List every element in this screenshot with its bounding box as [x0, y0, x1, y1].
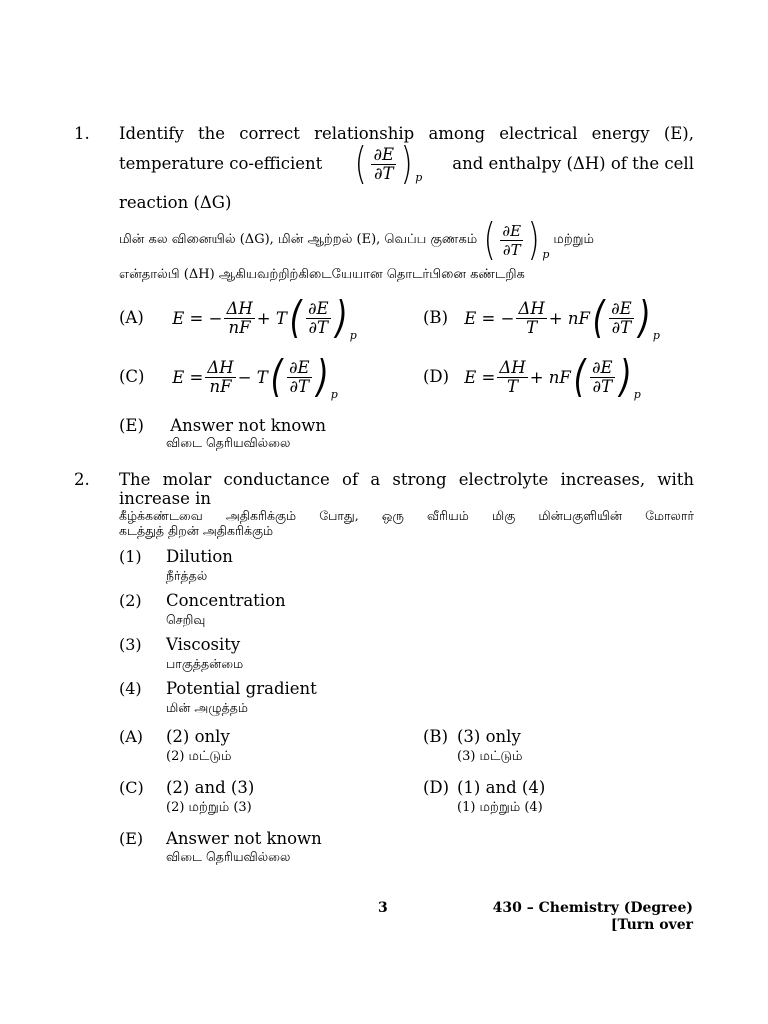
q2-option-c-label[interactable]: (C)	[119, 778, 144, 797]
q2-option-b-en[interactable]: (3) only	[457, 727, 521, 746]
q1-option-a-label: (A)	[119, 307, 144, 327]
deriv-den: ∂T	[374, 163, 394, 183]
page-number: 3	[378, 900, 388, 916]
q2-option-c-ta: (2) மற்றும் (3)	[166, 800, 252, 815]
q1-d-num: ΔH	[499, 357, 526, 377]
q2-option-e-en[interactable]: Answer not known	[166, 829, 322, 848]
q2-item-1-ta: நீர்த்தல்	[166, 568, 208, 583]
q2-item-2-en: Concentration	[166, 591, 286, 610]
question-2-line2: increase in	[119, 489, 212, 508]
question-2-tamil-line2: கடத்துத் திறன் அதிகரிக்கும்	[119, 523, 274, 538]
q1-d-den: T	[507, 376, 519, 396]
q1-derivative: ( $\frac{\partial E}{\partial T}$ ) p	[354, 138, 423, 189]
q2-option-a-label[interactable]: (A)	[119, 727, 144, 746]
q2-option-b-label[interactable]: (B)	[423, 727, 448, 746]
q1-ta-line1-a: மின் கல வினையில் (ΔG), மின் ஆற்றல் (E), வெப்ப குணகம்	[119, 232, 478, 247]
q1-c-dsub: p	[330, 388, 338, 401]
q1-option-b[interactable]: (B) E = − $\frac{\Delta H}{T}$ + nF ( $\frac{\partial E}{\partial T}$ ) p	[423, 292, 660, 343]
q1-d-dnum: ∂E	[592, 357, 613, 377]
q1-b-num: ΔH	[518, 298, 545, 318]
q2-option-b-ta: (3) மட்டும்	[457, 749, 523, 764]
turn-over: [Turn over	[610, 917, 693, 933]
question-1-tamil-line2: என்தால்பி (ΔH) ஆகியவற்றிற்கிடையேயான தொடர்பினை கண்டறிக	[119, 267, 525, 282]
question-2-number: 2.	[74, 470, 90, 489]
q1-option-e-en: Answer not known	[170, 416, 327, 435]
q1-a-dsub: p	[349, 329, 357, 342]
q1-c-mid: − T	[237, 367, 268, 387]
q2-item-4-ta: மின் அழுத்தம்	[166, 700, 248, 715]
exam-code: 430 – Chemistry (Degree)	[492, 900, 693, 916]
q1-a-dden: ∂T	[308, 317, 329, 337]
q1-d-mid: + nF	[529, 367, 571, 387]
q1-c-lhs: E =	[172, 367, 204, 387]
q1-c-den: nF	[209, 376, 232, 396]
q2-item-1-en: Dilution	[166, 547, 233, 566]
question-1-line3: reaction (ΔG)	[119, 193, 232, 212]
question-1-line2	[119, 138, 694, 189]
question-1-tamil-line1	[119, 214, 694, 265]
q2-option-a-en[interactable]: (2) only	[166, 727, 230, 746]
q2-option-d-label[interactable]: (D)	[423, 778, 450, 797]
q1-c-dnum: ∂E	[288, 357, 310, 377]
q1-option-c-label: (C)	[119, 366, 145, 386]
ta-deriv-den: ∂T	[502, 240, 521, 259]
q1-d-dsub: p	[633, 388, 641, 401]
q2-option-a-ta: (2) மட்டும்	[166, 749, 232, 764]
q1-d-dden: ∂T	[592, 376, 613, 396]
deriv-sub: p	[415, 171, 423, 184]
q2-item-2-num: (2)	[119, 591, 142, 610]
q1-b-mid: + nF	[548, 308, 590, 328]
question-1-line2-pre: temperature co-efficient	[119, 154, 323, 173]
q1-a-lhs: E = −	[172, 308, 223, 328]
q1-ta-line1-b: மற்றும்	[553, 232, 594, 247]
q2-item-2-ta: செறிவு	[166, 612, 206, 627]
q1-option-b-label: (B)	[423, 307, 448, 327]
q2-item-3-num: (3)	[119, 635, 142, 654]
ta-deriv-sub: p	[542, 248, 550, 261]
q2-item-4-num: (4)	[119, 679, 142, 698]
q1-option-e-label: (E)	[119, 416, 144, 435]
q1-b-den: T	[526, 317, 538, 337]
q1-option-e-ta: விடை தெரியவில்லை	[166, 435, 291, 450]
question-1-number: 1.	[74, 124, 90, 143]
q1-a-den: nF	[228, 317, 251, 337]
q1-a-num: ΔH	[226, 298, 253, 318]
q1-b-lhs: E = −	[464, 308, 515, 328]
q1-option-a[interactable]: (A) E = − $\frac{\Delta H}{nF}$ + T ( $\frac{\partial E}{\partial T}$ ) p	[119, 292, 357, 343]
question-1-line1: Identify the correct relationship among electrical energy (E),	[119, 124, 694, 143]
q1-option-c[interactable]: (C) E = $\frac{\Delta H}{nF}$ − T ( $\frac{\partial E}{\partial T}$ ) p	[119, 351, 338, 402]
q2-option-e-ta: விடை தெரியவில்லை	[166, 849, 291, 864]
q1-d-lhs: E =	[464, 367, 496, 387]
q1-c-num: ΔH	[207, 357, 234, 377]
question-2-line1: The molar conductance of a strong electrolyte increases, with	[119, 470, 694, 489]
q1-option-d-label: (D)	[423, 366, 450, 386]
q1-b-dnum: ∂E	[611, 298, 632, 318]
q2-option-c-en[interactable]: (2) and (3)	[166, 778, 255, 797]
question-2-tamil-line1: கீழ்க்கண்டவை அதிகரிக்கும் போது, ஒரு வீரியம் மிகு மின்பகுளியின் மோலார்	[119, 508, 694, 523]
question-1-line2-post: and enthalpy (ΔH) of the cell	[452, 154, 694, 173]
q2-option-d-en[interactable]: (1) and (4)	[457, 778, 546, 797]
q1-b-dden: ∂T	[611, 317, 632, 337]
ta-deriv-num: ∂E	[502, 221, 522, 240]
q2-item-3-ta: பாகுத்தன்மை	[166, 656, 244, 671]
q1-a-mid: + T	[256, 308, 287, 328]
deriv-num: ∂E	[373, 144, 395, 164]
q2-item-1-num: (1)	[119, 547, 142, 566]
q2-option-d-ta: (1) மற்றும் (4)	[457, 800, 543, 815]
q1-option-e[interactable]	[119, 416, 326, 435]
q1-ta-derivative: ( $\frac{\partial E}{\partial T}$ ) p	[483, 214, 550, 265]
q1-option-d[interactable]: (D) E = $\frac{\Delta H}{T}$ + nF ( $\frac{\partial E}{\partial T}$ ) p	[423, 351, 641, 402]
q2-item-4-en: Potential gradient	[166, 679, 317, 698]
q2-option-e-label[interactable]: (E)	[119, 829, 144, 848]
q1-a-dnum: ∂E	[308, 298, 329, 318]
q2-item-3-en: Viscosity	[166, 635, 241, 654]
q1-c-dden: ∂T	[289, 376, 309, 396]
q1-b-dsub: p	[652, 329, 660, 342]
